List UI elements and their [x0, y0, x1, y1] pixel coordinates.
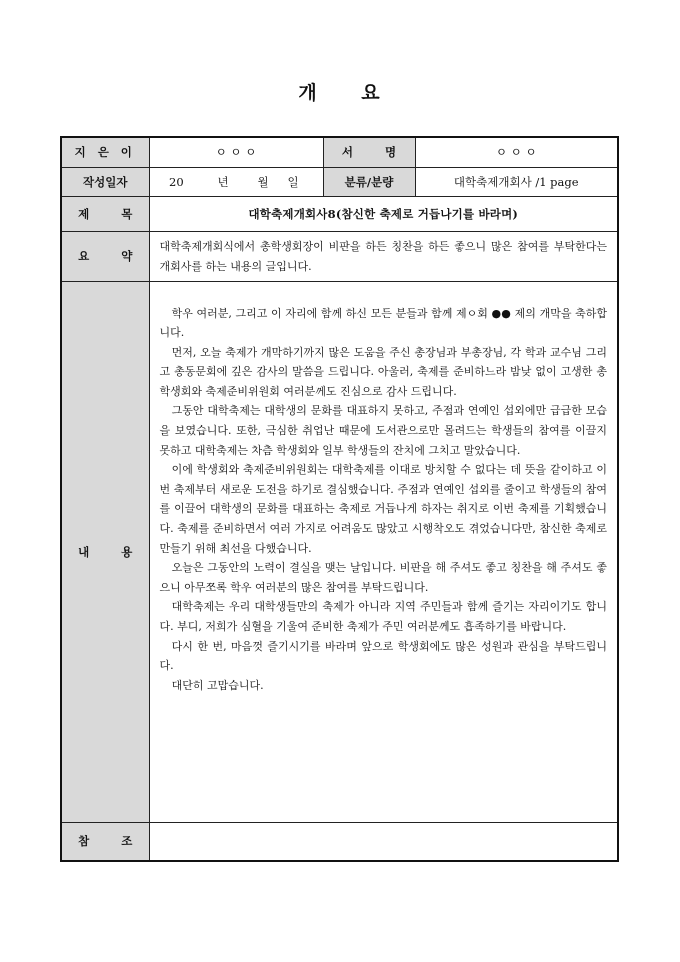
content-body — [150, 282, 618, 696]
content-paragraph: 그동안 대학축제는 대학생의 문화를 대표하지 못하고, 주점과 연예인 섭외에만 급급한 모습을 보였습니다. 또한, 극심한 취업난 때문에 도서관으로만 몰려드는 학생들의 참여를 이끌지 못하고 대학축제는 차츰 학생회와 일부 학생들의 잔치에 그치고 말았습니다. — [159, 404, 607, 457]
summary-row — [61, 231, 618, 281]
content-paragraph: 대단히 고맙습니다. — [171, 678, 264, 692]
category-value: 대학축제개회사 /1 page — [415, 167, 618, 196]
reference-row — [61, 822, 618, 861]
subject-row — [61, 196, 618, 231]
author-row — [61, 137, 618, 167]
signature-value: ㅇ ㅇ ㅇ — [415, 137, 618, 167]
info-table — [60, 136, 619, 862]
date-year-unit: 년 — [217, 174, 229, 189]
content-label: 내 용 — [61, 281, 149, 822]
summary-value: 대학축제개회식에서 총학생회장이 비판을 하든 칭찬을 하든 좋으니 많은 참여를 부탁한다는 개회사를 하는 내용의 글입니다. — [159, 240, 607, 273]
summary-label: 요 약 — [61, 231, 149, 281]
content-paragraph: 이에 학생회와 축제준비위원회는 대학축제를 이대로 방치할 수 없다는 데 뜻을 같이하고 이번 축제부터 새로운 도전을 하기로 결심했습니다. 주점과 연예인 섭외를 줄이고 학생들의 참여를 이끌어 대학생의 문화를 대표하는 축제로 거듭나게 하자는 취지로 이번 축제를 기획했습니다. 축제를 준비하면서 여러 가지로 어려움도 많았고 시행착오도 겪었습니다만, 참신한 축제로 만들기 위해 최선을 다했습니다. — [159, 463, 607, 555]
document-title: 개 요 — [298, 82, 382, 104]
summary-cell — [149, 231, 618, 281]
date-month-unit: 월 — [257, 174, 269, 189]
subject-label: 제 목 — [61, 196, 149, 231]
content-paragraph: 다시 한 번, 마음껏 즐기시기를 바라며 앞으로 학생회에도 많은 성원과 관심을 부탁드립니다. — [159, 639, 607, 673]
signature-label: 서 명 — [323, 137, 415, 167]
date-day-unit: 일 — [287, 174, 299, 189]
author-label: 지 은 이 — [61, 137, 149, 167]
author-value: ㅇ ㅇ ㅇ — [149, 137, 323, 167]
date-label: 작성일자 — [61, 167, 149, 196]
date-row — [61, 167, 618, 196]
content-paragraph: 먼저, 오늘 축제가 개막하기까지 많은 도움을 주신 총장님과 부총장님, 각 학과 교수님 그리고 총동문회에 깊은 감사의 말씀을 드립니다. 아울러, 축제를 준비하느라 밤낮 없이 고생한 총학생회와 축제준비위원회 여러분께도 진심으로 감사 드립니다. — [159, 345, 607, 398]
reference-label: 참 조 — [61, 822, 149, 861]
content-row — [61, 281, 618, 822]
content-cell — [149, 281, 618, 822]
content-paragraph: 학우 여러분, 그리고 이 자리에 함께 하신 모든 분들과 함께 제ㅇ회 ●● 제의 개막을 축하합니다. — [159, 306, 607, 340]
date-value — [149, 167, 323, 196]
content-paragraph: 대학축제는 우리 대학생들만의 축제가 아니라 지역 주민들과 함께 즐기는 자리이기도 합니다. 부디, 저희가 심혈을 기울여 준비한 축제가 주민 여러분께도 흡족하기를 바랍니다. — [159, 600, 607, 633]
reference-value — [149, 822, 618, 861]
subject-value: 대학축제개회사8(참신한 축제로 거듭나기를 바라며) — [149, 196, 618, 231]
date-year: 20 — [169, 174, 184, 189]
category-label: 분류/분량 — [323, 167, 415, 196]
content-paragraph: 오늘은 그동안의 노력이 결실을 맺는 날입니다. 비판을 해 주셔도 좋고 칭찬을 해 주셔도 좋으니 아무쪼록 학우 여러분의 많은 참여를 부탁드립니다. — [159, 561, 607, 594]
